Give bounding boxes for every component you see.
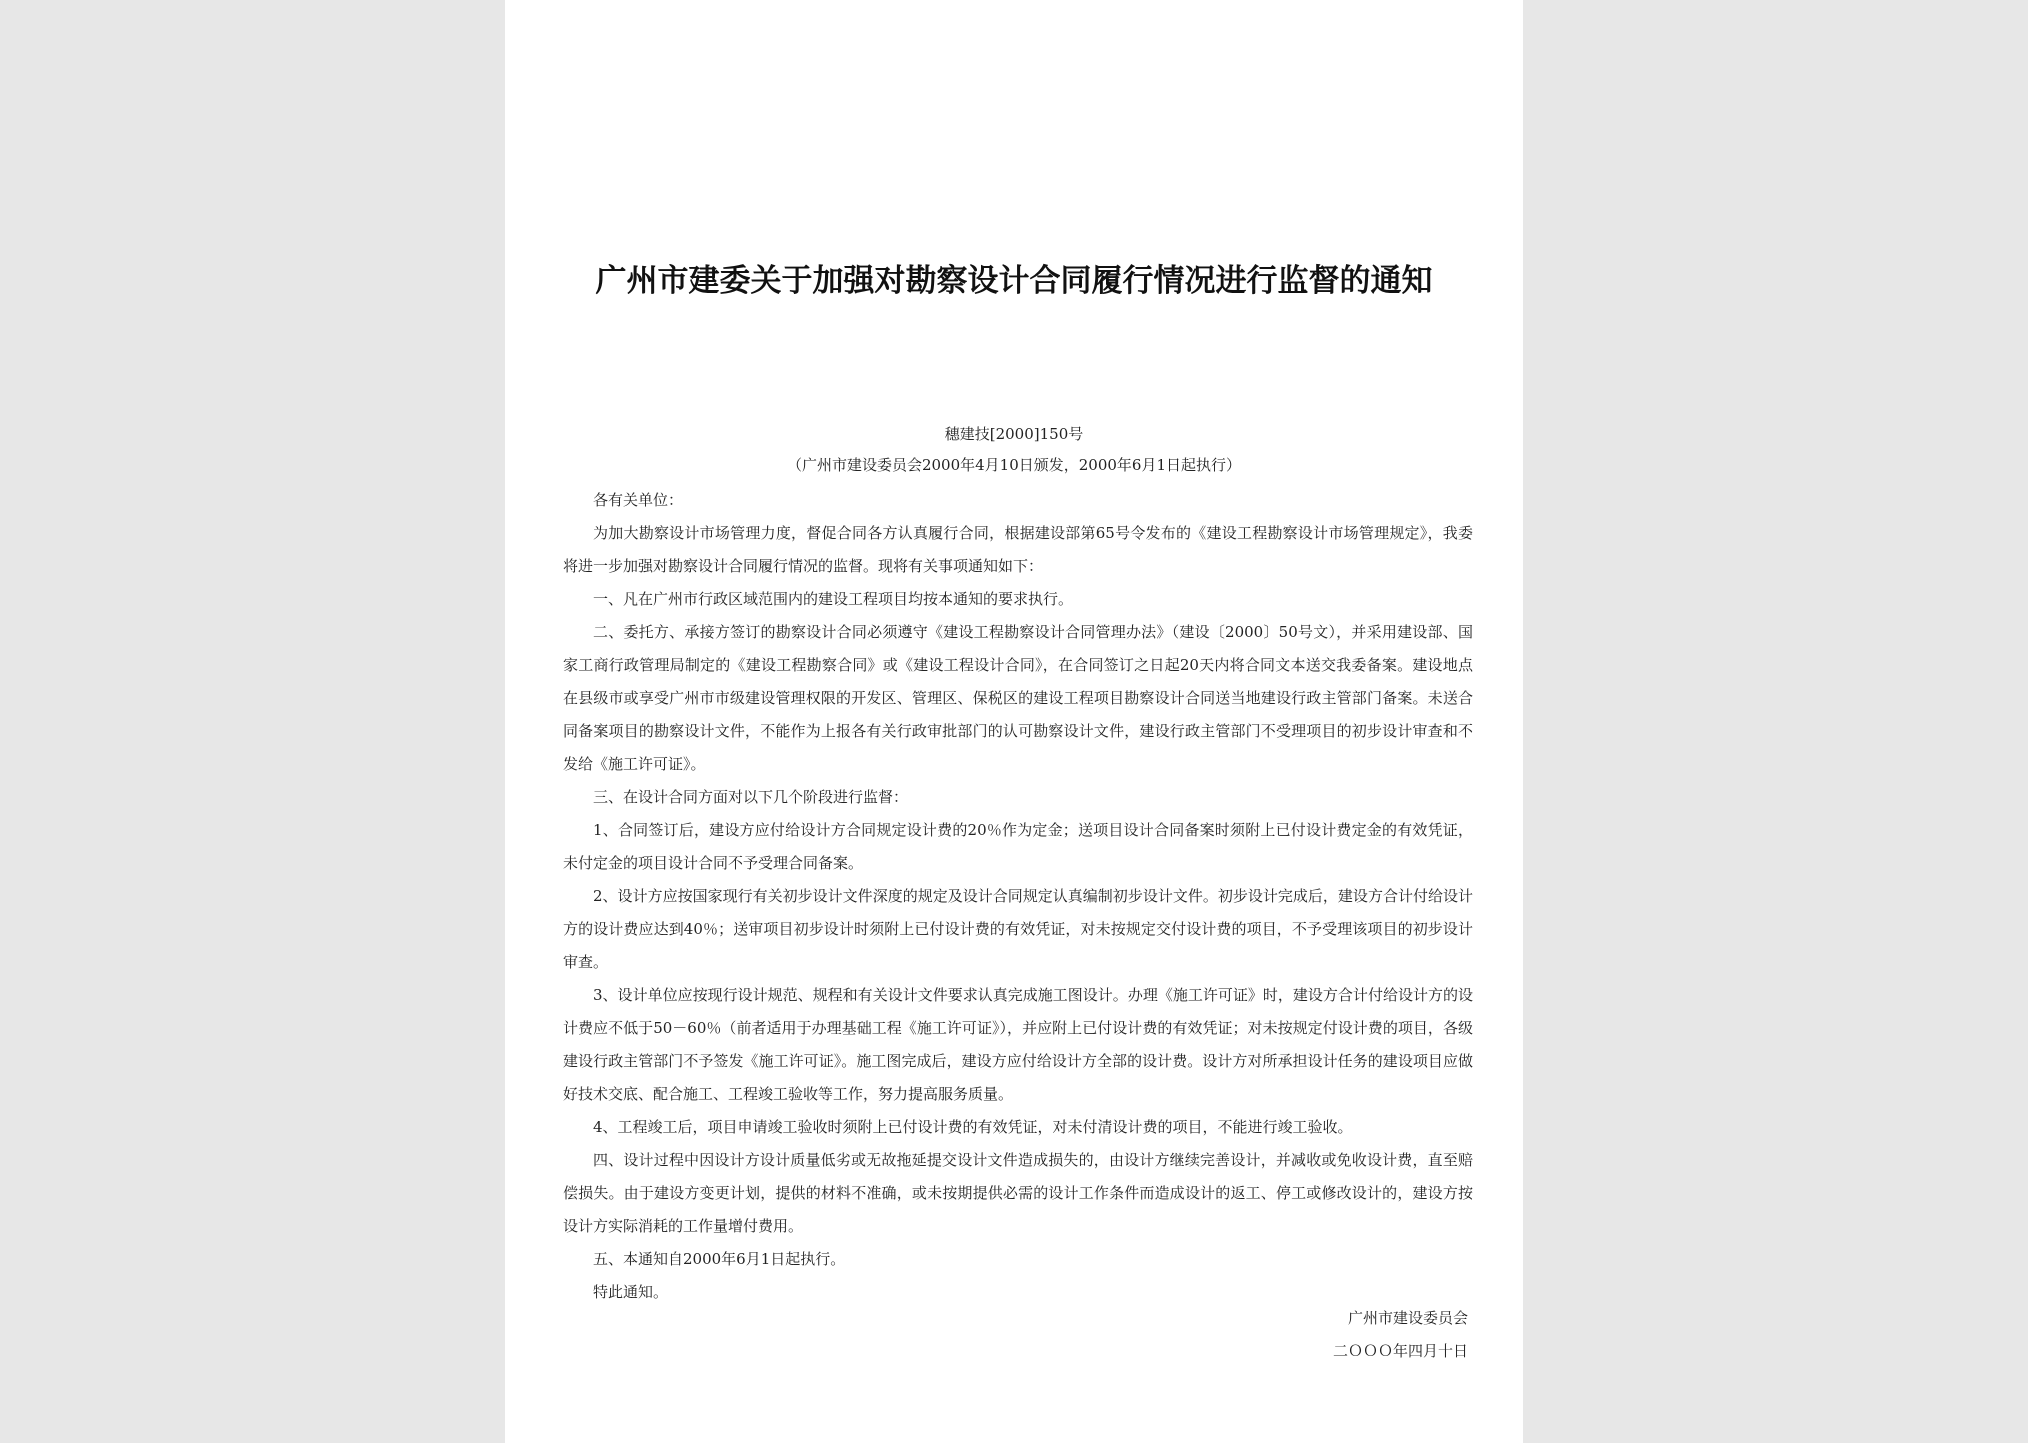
sign-date: 二ＯＯＯ年四月十日 <box>1332 1342 1468 1360</box>
paragraph: 四、设计过程中因设计方设计质量低劣或无故拖延提交设计文件造成损失的，由设计方继续完善设计，并减收或免收设计费，直至赔偿损失。由于建设方变更计划，提供的材料不准确，或未按期提供必需的设计工作条件而造成设计的返工、停工或修改设计的，建设方按设计方实际消耗的工作量增付费用。 <box>563 1151 1473 1235</box>
closing-line: 特此通知。 <box>593 1283 669 1301</box>
paragraph: 五、本通知自2000年6月1日起执行。 <box>593 1250 846 1268</box>
salutation: 各有关单位： <box>593 491 684 509</box>
paragraph: 1、合同签订后，建设方应付给设计方合同规定设计费的20％作为定金；送项目设计合同备案时须附上已付设计费定金的有效凭证，未付定金的项目设计合同不予受理合同备案。 <box>563 821 1473 872</box>
document-title: 广州市建委关于加强对勘察设计合同履行情况进行监督的通知 <box>595 263 1433 299</box>
document-page <box>505 0 1523 1443</box>
paragraph: 三、在设计合同方面对以下几个阶段进行监督： <box>593 788 909 806</box>
paragraph: 3、设计单位应按现行设计规范、规程和有关设计文件要求认真完成施工图设计。办理《施工许可证》时，建设方合计付给设计方的设计费应不低于50－60％（前者适用于办理基础工程《施工许可证》），并应附上已付设计费的有效凭证；对未按规定付设计费的项目，各级建设行政主管部门不予签发《施工许可证》。施工图完成后，建设方应付给设计方全部的设计费。设计方对所承担设计任务的建设项目应做好技术交底、配合施工、工程竣工验收等工作，努力提高服务质量。 <box>563 986 1473 1103</box>
paragraph: 二、委托方、承接方签订的勘察设计合同必须遵守《建设工程勘察设计合同管理办法》（建设〔2000〕50号文），并采用建设部、国家工商行政管理局制定的《建设工程勘察合同》或《建设工程设计合同》，在合同签订之日起20天内将合同文本送交我委备案。建设地点在县级市或享受广州市市级建设管理权限的开发区、管理区、保税区的建设工程项目勘察设计合同送当地建设行政主管部门备案。未送合同备案项目的勘察设计文件，不能作为上报各有关行政审批部门的认可勘察设计文件，建设行政主管部门不受理项目的初步设计审查和不发给《施工许可证》。 <box>563 623 1473 773</box>
document-number: 穗建技[2000]150号 <box>944 425 1084 443</box>
paragraph: 4、工程竣工后，项目申请竣工验收时须附上已付设计费的有效凭证，对未付清设计费的项目，不能进行竣工验收。 <box>593 1118 1353 1136</box>
paragraph: 2、设计方应按国家现行有关初步设计文件深度的规定及设计合同规定认真编制初步设计文件。初步设计完成后，建设方合计付给设计方的设计费应达到40％；送审项目初步设计时须附上已付设计费的有效凭证，对未按规定交付设计费的项目，不予受理该项目的初步设计审查。 <box>563 887 1473 971</box>
paragraph: 一、凡在广州市行政区域范围内的建设工程项目均按本通知的要求执行。 <box>593 590 1074 608</box>
issue-note: （广州市建设委员会2000年4月10日颁发，2000年6月1日起执行） <box>786 456 1242 474</box>
paragraph: 为加大勘察设计市场管理力度，督促合同各方认真履行合同，根据建设部第65号令发布的《建设工程勘察设计市场管理规定》，我委将进一步加强对勘察设计合同履行情况的监督。现将有关事项通知如下： <box>563 524 1473 575</box>
signer: 广州市建设委员会 <box>1347 1309 1468 1327</box>
document-body <box>563 484 1473 1309</box>
